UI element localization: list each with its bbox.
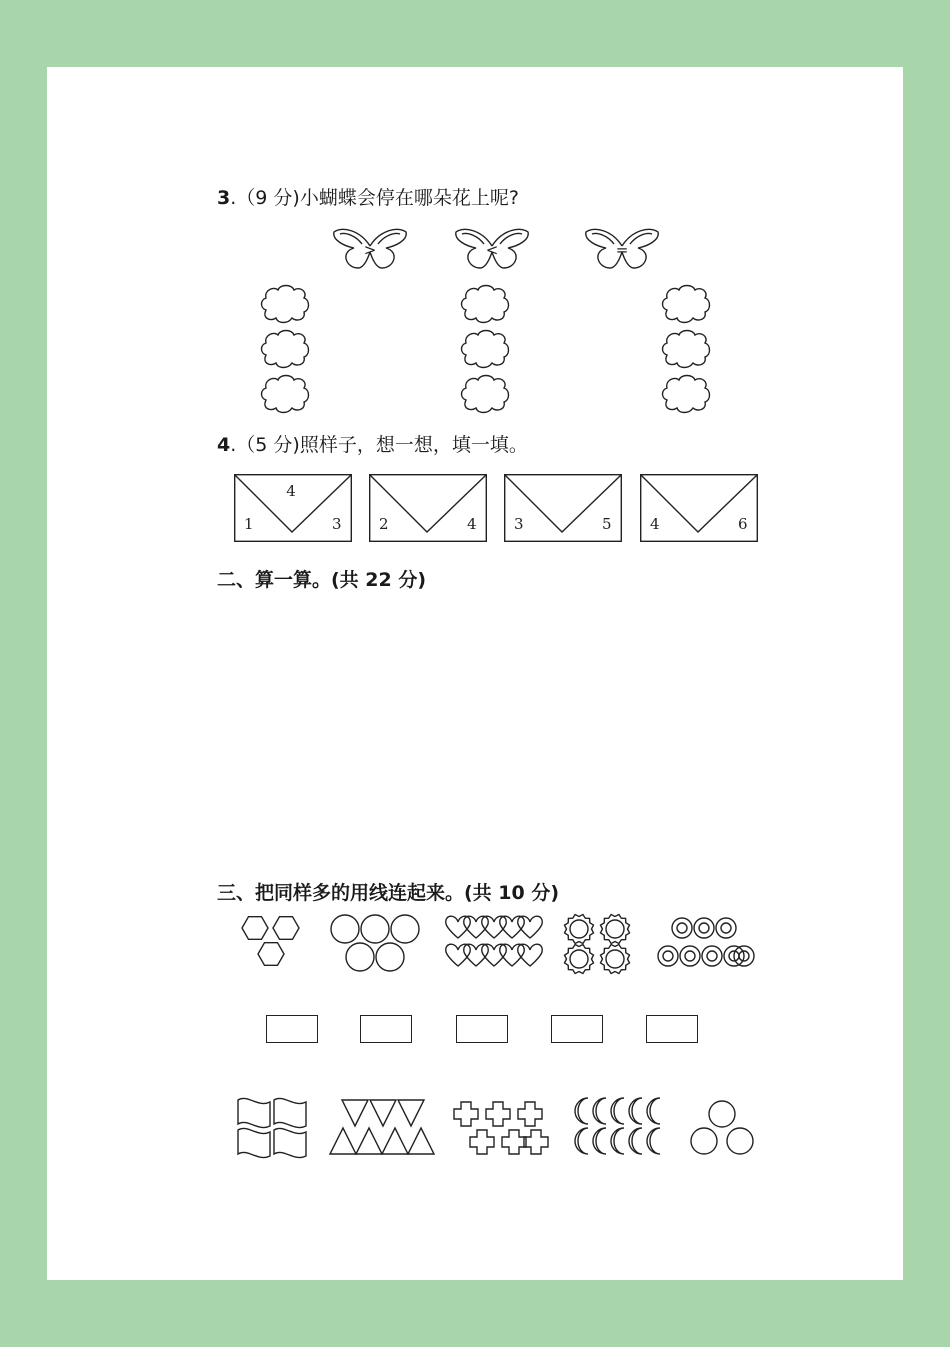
- flower-group: [562, 912, 634, 974]
- section3-title: 三、把同样多的用线连起来。(共 10 分): [217, 882, 560, 904]
- circle-group: [330, 914, 428, 972]
- envelope-right-number: 3: [332, 515, 342, 533]
- expression-box[interactable]: [360, 1015, 412, 1043]
- envelope-figure: [234, 474, 352, 542]
- ring-group: [656, 914, 756, 972]
- q4-text: .（5 分)照样子，想一想，填一填。: [230, 434, 528, 456]
- envelope-right-number: 4: [467, 515, 477, 533]
- envelope-left-number: 3: [514, 515, 524, 533]
- envelope-figure: [369, 474, 487, 542]
- section2-title: 二、算一算。(共 22 分): [217, 569, 427, 591]
- flower-cloud-answer[interactable]: [460, 329, 510, 371]
- butterfly-symbol: <: [485, 241, 499, 259]
- q3-text: .（9 分)小蝴蝶会停在哪朵花上呢?: [230, 187, 519, 209]
- flower-cloud-answer[interactable]: [661, 374, 711, 416]
- butterfly-symbol: =: [615, 241, 629, 259]
- cross-group: [452, 1100, 550, 1158]
- envelope-right-number: 6: [738, 515, 748, 533]
- heart-group: [446, 914, 544, 972]
- flower-cloud-answer[interactable]: [260, 374, 310, 416]
- expression-box[interactable]: [456, 1015, 508, 1043]
- butterfly-symbol: >: [363, 241, 377, 259]
- flower-cloud-answer[interactable]: [460, 284, 510, 326]
- envelope-top-number: 4: [286, 482, 296, 500]
- flower-cloud-answer[interactable]: [661, 284, 711, 326]
- circle-group-bottom: [688, 1100, 758, 1158]
- q3-heading: [217, 183, 519, 210]
- q4-number: 4: [217, 434, 231, 456]
- flower-cloud-answer[interactable]: [260, 329, 310, 371]
- flower-cloud-answer[interactable]: [661, 329, 711, 371]
- q3-number: 3: [217, 187, 231, 209]
- expression-box[interactable]: [551, 1015, 603, 1043]
- expression-box[interactable]: [266, 1015, 318, 1043]
- envelope-left-number: 2: [379, 515, 389, 533]
- butterfly-icon: [582, 224, 662, 274]
- expression-box[interactable]: [646, 1015, 698, 1043]
- flower-cloud-answer[interactable]: [460, 374, 510, 416]
- q4-heading: [217, 430, 528, 457]
- envelope-right-number: 5: [602, 515, 612, 533]
- flower-cloud-answer[interactable]: [260, 284, 310, 326]
- triangle-group: [330, 1098, 436, 1156]
- flag-group: [236, 1096, 310, 1158]
- envelope-left-number: 1: [244, 515, 254, 533]
- envelope-figure: [640, 474, 758, 542]
- moon-group: [574, 1096, 674, 1158]
- butterfly-icon: [330, 224, 410, 274]
- hexagon-group: [238, 912, 304, 970]
- butterfly-icon: [452, 224, 532, 274]
- envelope-left-number: 4: [650, 515, 660, 533]
- envelope-figure: [504, 474, 622, 542]
